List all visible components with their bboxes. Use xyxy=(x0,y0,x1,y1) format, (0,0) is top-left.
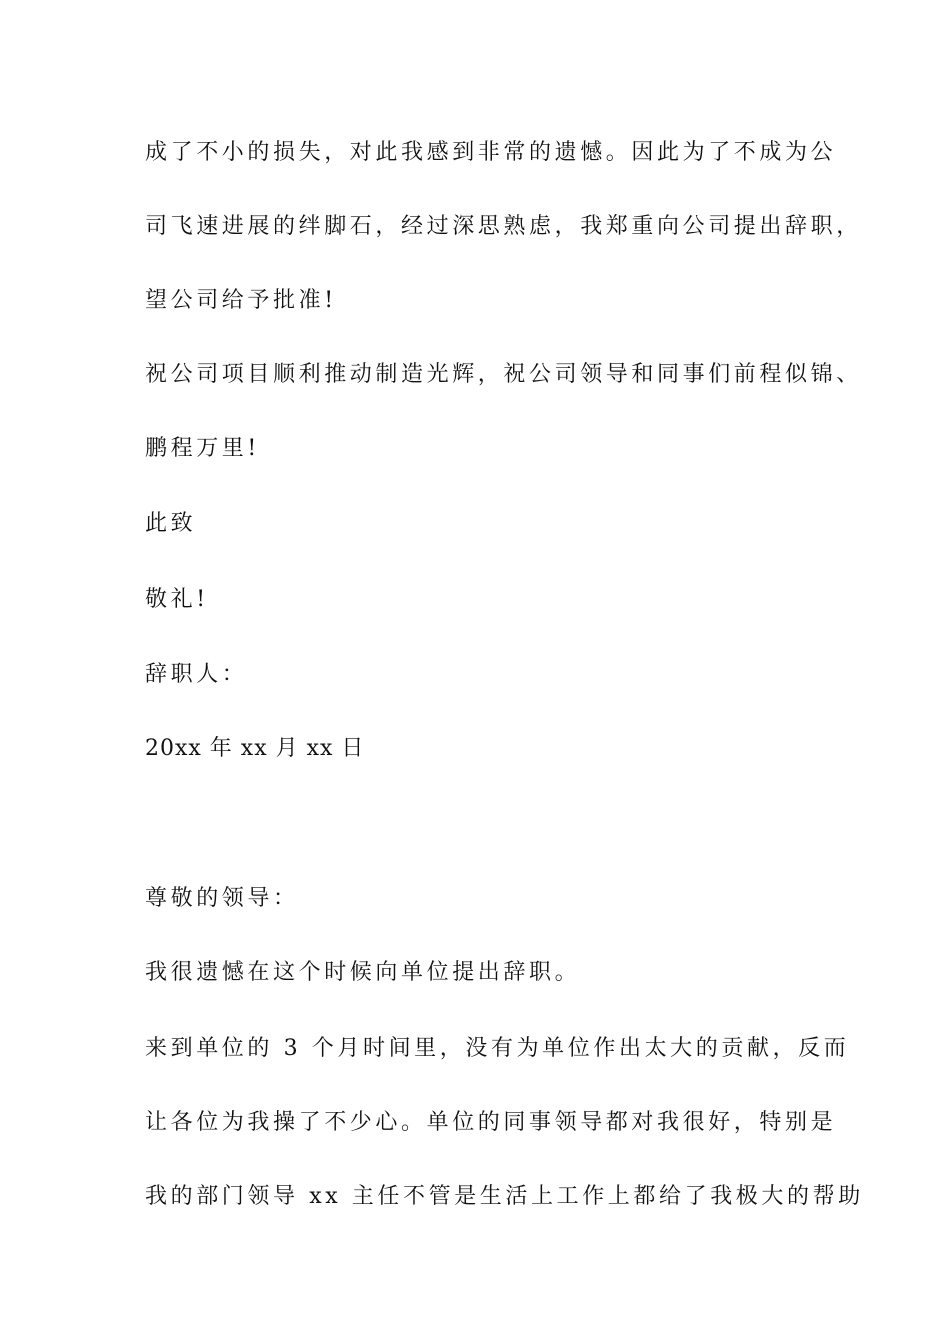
text-line: 让各位为我操了不少心。单位的同事领导都对我很好，特别是 xyxy=(145,1110,837,1135)
closing-salutation: 此致 xyxy=(145,511,197,536)
text-line: 鹏程万里! xyxy=(145,436,260,461)
text-line: 我很遗憾在这个时候向单位提出辞职。 xyxy=(145,960,581,985)
text-line: 来到单位的 3 个月时间里，没有为单位作出太大的贡献，反而 xyxy=(145,1036,850,1061)
closing-regards: 敬礼! xyxy=(145,587,209,612)
text-line: 祝公司项目顺利推动制造光辉，祝公司领导和同事们前程似锦、 xyxy=(145,362,862,387)
text-line: 我的部门领导 xx 主任不管是生活上工作上都给了我极大的帮助 xyxy=(145,1184,864,1209)
text-line: 成了不小的损失，对此我感到非常的遗憾。因此为了不成为公 xyxy=(145,140,837,165)
text-line: 望公司给予批准! xyxy=(145,288,337,313)
date-line: 20xx 年 xx 月 xx 日 xyxy=(145,736,365,761)
signer-label: 辞职人： xyxy=(145,662,248,687)
greeting: 尊敬的领导： xyxy=(145,886,299,911)
text-line: 司飞速进展的绊脚石，经过深思熟虑，我郑重向公司提出辞职， xyxy=(145,214,862,239)
